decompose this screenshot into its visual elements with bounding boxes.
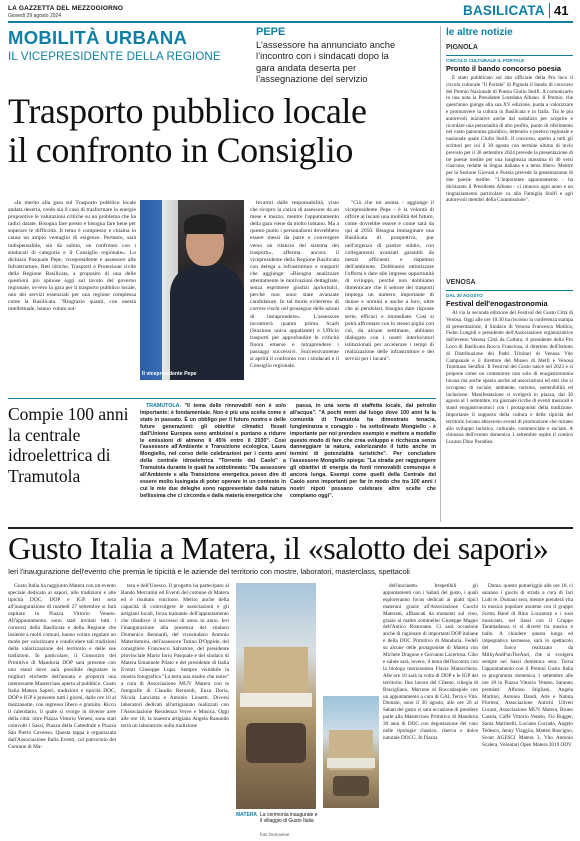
- sidebar-divider: [440, 26, 441, 522]
- pepe-box-text: L’assessore ha annunciato anche l’incontro con i sindacati dopo la gara andata deserta per l’assegnazione del servizio: [256, 39, 396, 85]
- main-article-col1: «In merito alla gara sul Trasporto pubblico locale andata deserta, credo sia il caso di trasformare in energie propositive le valutazioni critiche su un problema che ha radici datate. Bisogna fare presto e bisogna fare bene per superare le difficoltà. Il tema è complesso e chiama in causa un ampio ventaglio di esigenze. Pertanto, sarà indispensabile, sin da subito, un confronto con i sindacati di categoria e il Consiglio regionale». Lo dichiara Pasquale Pepe, vicepresidente e assessore alle Infrastrutture, Reti idriche, Trasporti e Protezione civile della Regione Basilicata, a proposito di una delle questioni più spinose oggi sul tavolo del governo regionale, ovvero la gara per il trasporto pubblico locale, uno dei servizi essenziali per una regione complessa come la Basilicata. "Ringrazio quanti, con onestà intellettuale, hanno voluto sol-: [8, 200, 136, 313]
- gusto-col1: Gusto Italia ha raggiunto Matera con un evento speciale dedicato ai sapori, alle tradizioni e alle tipicità DOC, DOP e IGP. Ieri sera all'inaugurazione di martedì 27 settembre si farà ospitare in Piazza Vittorio Veneto. All'appuntamento sono stati invitati tutti i consorzi della Basilicata e della Regione che insieme a molti comuni, hanno voluto regalare un modo per valorizzare e condividere tali tradizioni della valorizzazione del territorio e delle sue tradizioni. In particolare, il Consorzio del Primitivo di Manduria DOP sarà presente con uno stand dove sarà possibile degustare le migliori etichette dell'annata e proporrà una interessante Masterclass aperta al pubblico. Gusto Italia Matera Sapori, tradizioni e tipicità DOC, DOP e IGP è presente tutti i giorni, dalle ore 10 al mezzanotte, con ingresso libero e gratuito. Ricco il calendario, il quale si svolge in diverse aree della città: oltre Piazza Vittorio Veneto, sono stati coinvolti i Sassi, Piazza della Cattedrale e Piazza San Pietro Caveoso. Questa tappa è organizzata dall'Associazione Italia Eventi, col patrocinio del Comune di Ma-: [8, 583, 116, 750]
- gusto-photo-village: [323, 696, 379, 808]
- tramutola-col2: passa, in una sorta di staffetta locale, dal petrolio all'acqua". "A pochi metri dal luogo dove 100 anni fa la comunità di Tramutola ha dimostrato tenacia, lungimiranza e coraggio - ha sottolineato Mongiello - è importante per noi prendere esempio e mettere a modello questo modo di fare che crea sviluppo e ricchezza senza danneggiare la natura, valorizzando il tutto anche in termini di potenzialità turistiche". Per concludere l'assessore Mongiello spiega: "La strada per raggiungere gli obiettivi di energia da fonti rinnovabili comunque è ancora lunga. Esempi come quelli della Centrale del Caolo sono importanti per far in modo che tra 100 anni i nostri nipoti possano celebrare altre scelte che compiamo oggi".: [290, 403, 436, 499]
- kicker-subtitle: IL VICEPRESIDENTE DELLA REGIONE: [8, 50, 221, 63]
- page-number: 41: [549, 3, 568, 18]
- gusto-col4: Duma, questo pomeriggio alle ore 18, ci saranno i giochi di strada a cura di Jari Ludi re. Domani sera, mentre prenderà vita la musica popolare assieme con il gruppo Scetta Band di Rino Locantore e i suoi musicanti, nei Sassi con il Gruppo Tarantadanza ci si diverte tra musica e ballo. A chiudere questa lunga ed impegnativa kermesse, sarà lo spettacolo del fuoco realizzato da MilkyAndFunTheAnd, che si svolgerà sempre nei Sassi domenica sera. Torna l'appuntamento con il Premio Gusto Italia in programma domenica 1 settembre alle ore 18 in Piazza Vittorio Veneto. Saranno premiati: Alfonso Stigliani, Angela Martino, Antonio Dandi, Arte e Natura Florient, Associazione Antichi Uliveti Lucani, Associazione MUV Matera, Bruno Casola, Caffè Vittorio Veneto, Fia Rugger, Santa Martinelli, Luciano Corrado, Angelo Tedesco, Jenny Viaggiia, Matteo Ruscigno, Scout AGESCI Matera 3, Vito Antonio Scalera, Volontari Open Matera 2019 ODV.: [482, 583, 573, 748]
- main-headline-line1: Trasporto pubblico locale: [8, 91, 367, 131]
- sidebar-news1-kicker: CIRCOLO CULTURALE IL PORTALE: [446, 58, 525, 63]
- main-article-photo: [140, 200, 244, 380]
- section-name: BASILICATA: [463, 3, 545, 18]
- tramutola-headline: Compie 100 anni la centrale idroelettrica di Tramutola: [8, 404, 129, 486]
- kicker-title: MOBILITÀ URBANA: [8, 27, 188, 48]
- tramutola-col1: TRAMUTOLA. "Il tema delle rinnovabili non è solo importante: è fondamentale. Non è più una scelta come è stato in passato. È un obbligo per il futuro nostro e delle future generazioni: gli obiettivi climatici fissati dall'Unione Europea sono ambiziosi e puntano a ridurre le emissioni di almeno il 45% entro il 2030". Così l'assessore all'Ambiente e Transizione ecologica, Laura Mongiello, nel corso delle celebrazioni per i cento anni della centrale idroelettrica "Torrente del Caolo" a Tramutola durante le quali ha sottolineato: "Da assessore all'Ambiente e alla Transizione energetica posso dire di essere molto lusingata di poter operare in un contesto in cui le mie due deleghe sono rappresentate dalla natura bellissima che ci circonda e dalla materia energetica che: [140, 403, 286, 499]
- sidebar-news2-text: Al via la seconda edizione del Festival del Gusto Città di Venosa. Oggi alle ore 10.30 ha riscosso la conferenza stampa di presentazione, il Sindaco di Venosa Francesco Mollica, Fedor Lungidi e presidente dell'Associazione organizzatrice dell'evento Venosa Città da Cultura, il presidente della Pro Loco di Basilicata Rocco Franciosa, il direttore dell'Istituto di Distribuzione dei Padri Trinitari di Venosa Vito Campanale e il direttore del Museo di Melfi e Venosa Tommaso Serafini. Il Festival del Gusto nasce nel 2023 e si propone come un contenitore non solo di enogastronomia lucana ma anche spazio anche ad associazioni ed enti che si occupano di sociale, ambiente, turismo, sostenibilità ed inclusione. Manifestazione si svolgerà in piazza, dal 30 agosto al 1 settembre, tra giornate ricche di eventi musicali e stand enogastronomici con i protagonisti della tradizione. Importante il supporto della cultura e delle tipicità del territorio lucano attraverso eventi di promozione che mirano allo sviluppo turistico, culturale, commerciale e sociale. A chiusura dell'evento domenica 1 settembre ospite il comico Lucano Dino Paradiso.: [446, 310, 573, 446]
- gusto-photo-caption-title: MATERA: [236, 812, 258, 818]
- sidebar-title: le altre notizie: [446, 27, 513, 38]
- sidebar-news2-headline: Festival dell'enogastronomia: [446, 299, 548, 308]
- gusto-col2: tera e dell'Unesco. Il progetto ha partecipato al Bando Mercatini ed Eventi del comune di Matera ed è risultato vincitore. Merito anche della capacità di coinvolgere le associazioni e gli artigiani locali, forza trainante dell'appuntamento che ribadisce il successo di anno in anno. Ieri l'inaugurazione alla presenza del sindaco Domenico Bennardi, del vicesindaco Antonio Materdomini, dell'assessore Tutino D'Oppido, del consigliere Francesco Salvatore, del presidente provinciale Mario Iorio Pasquale e del sindaco di Matera Emanuele Pilato e del presidente di Italia Eventi Giuseppe Lupo. Sempre visitabile la mostra fotografica "La terra una madre che nutre" a cura di Associazione MUV Matera con le fotografie di Claudia Bernardi, Enza Doria, Nicola Lanciotta e Antonio Liosetti. Diversi laboratori dedicati all'artigianato realizzati con l'Associazione Residenza Verve e Musica. Oggi alle ore 18, la maestra artigiana Angela Ranundo terrà un laboratorio sulla tradizione: [121, 583, 229, 729]
- sidebar-news1-place: PIGNOLA: [446, 44, 478, 51]
- gusto-col3: dell'uncinetto. Irrepetibili gli appuntamenti con i Sabati del gusto, i quali esploreranno focus dedicati ai piatti tipici materani grazie all'Associazione Cuochi Materani, affiancati da momenti sul vino, grazie al maître sommelier Giuseppe Magno dell'Antico Ristorante. Ci sarà occasione anche di ragionare di importanti DOP italiane e della DOC Primitivo di Manduria. Fedeli su alcune delle protagoniste di Matera con Michele Dragone e Giovanni Lacertosa. Cibo e salute sarà, invece, il tema dell'incontro con la biologa nutrizionista Flavia Matacchiera. Alle ore 10 sarà la volta di DOP e le IGP del territorio: fino lavoro del Cilento, ciliegia di Bracigliano, Marrone di Roccadaspide con un appuntamento a cura di GAL Terra e Vita. Domani, sono il 30 agosto, alle ore 20 ai Sabati del gusto ci sarà occasione di prendere parte alla Masterclass Primitivo di Manduria 30 anni di DOC con degustazione del vino nelle tipologie classico, riserva e dolce naturale DOCG. In Piazza: [383, 583, 478, 741]
- pepe-box-label: PEPE: [256, 26, 286, 38]
- gusto-photo-caption-text: La cerimonia inaugurale e il villaggio di Gusto Italia: [260, 812, 318, 824]
- gusto-top-rule: [8, 527, 573, 529]
- sidebar-news1-text: È stato pubblicato sul sito ufficiale della Pro loco il circolo culturale "Il Portale" di Pignola il bando di concorso del Premio Nazionale di Poesia Giulio Stolfi. A comunicarlo in una nota la Presidente Loredana Albano. Il Premio, che quest'anno giunge alla sua XV edizione, punta a valorizzare e promuovere la cultura in Basilicata e in Italia. Tra le più autorevoli iniziative anche dal sodalizio per scoprire e ricordare una personalità di alto profilo, punto di riferimento nel vasto panorama giuridico, letterario e poetico regionale e nazionale quale Giulio Stolfi. Il concorso, aperto a tutti gli scrittori per cui il 30 agosto con termine ultimo di invio previsto per il 30 settembre 2024 prevede la presentazione di tre poesie inedite per una lunghezza massima di 40 versi ciascuna, redatte in lingua italiana e a tema libero. Mentre per la Sezione Giovani e Poesia prevede la presentazione di due poesie inedite. "L'importante appuntamento - ha dichiarato il Presidente Albano - ci rinnova ogni anno e un ringraziamento particolare va alla Famiglia Stolfi e agli autorevoli membri della Commissione".: [446, 75, 573, 204]
- gusto-photo-grid: [236, 583, 316, 809]
- header-rule: [8, 21, 573, 23]
- gusto-headline: Gusto Italia a Matera, il «salotto dei sapori»: [8, 530, 549, 566]
- sidebar-news2-place: VENOSA: [446, 279, 476, 286]
- main-article-col3: "Ciò che mi anima - aggiunge il vicepresidente Pepe - è la volontà di offrire ai lucani una mobilità del futuro, come dovrebbe essere e come sarà da qui al 2050. Bisogna immaginare una Basilicata di prospettiva, pur nell'urgenza di partire subito, con collegamenti avanzati garantiti da mezzi efficienti e rispettosi dell'ambiente. Dobbiamo ottimizzare l'offerta e dare alle imprese opportunità di sviluppo, perché non dobbiamo dimenticare che il settore dei trasporti impiega un numero importante di donne e uomini e anche a loro, oltre che ai pendolari, bisogna dare risposte serie, efficaci e immediate. Così si potrà affrontare con lo stesso piglio con cui, da alcune settimane, abbiamo dialogato con i nostri interlocutori istituzionali per accelerare i tempi di realizzazione delle infrastrutture e dei servizi per i lucani".: [345, 200, 434, 363]
- tramutola-top-rule: [8, 398, 436, 399]
- newspaper-name: LA GAZZETTA DEL MEZZOGIORNO: [8, 5, 124, 12]
- gusto-photo-credit: foto Genovese: [260, 832, 290, 837]
- tramutola-dateline: TRAMUTOLA.: [146, 403, 181, 409]
- main-headline-line2: il confronto in Consiglio: [8, 130, 353, 170]
- gusto-subhead: Ieri l'inaugurazione dell'evento che premia le tipicità e le aziende del territorio con mostre, laboratori, masterclass, spettacoli: [8, 567, 410, 576]
- sidebar-news1-headline: Pronto il bando concorso poesia: [446, 64, 561, 73]
- sidebar-news1-rule: [446, 55, 573, 56]
- main-photo-caption: Il vicepresidente Pepe: [142, 371, 197, 377]
- sidebar-news2-kicker: DAL 30 AGOSTO: [446, 293, 483, 298]
- main-article-col2: levarmi dalle responsabilità, visto che ricopro la carica di assessore da un mese e mezzo, mentre l'appuntamento della gara viene da molto lontano. Ma a questo punto i personalismi dovrebbero essere messi da parte e convergere verso un rilancio del sistema dei trasporti», afferma ancora il vicepresidente della Regione Basilicata con delega a infrastrutture e trasporti che aggiunge: «Bisogna analizzare attentamente le motivazioni dettagliate, senza esprimere giudizi aprioristici, perché non sono state avanzate candidature. In tal modo eviteremo di correre rischi nel prosieguo delle azioni di intraprendere». L'assessore incontrerà quanto prima Scarb (Stazione unica appaltante) e Ufficio trasporti per approfondire le criticità finora emerse e intraprendere i passaggi successivi. Successivamente si aprirà il confronto con i sindacati e il Consiglio regionale.: [250, 200, 339, 370]
- issue-date: Giovedì 29 agosto 2024: [8, 13, 62, 19]
- sidebar-news2-rule: [446, 290, 573, 291]
